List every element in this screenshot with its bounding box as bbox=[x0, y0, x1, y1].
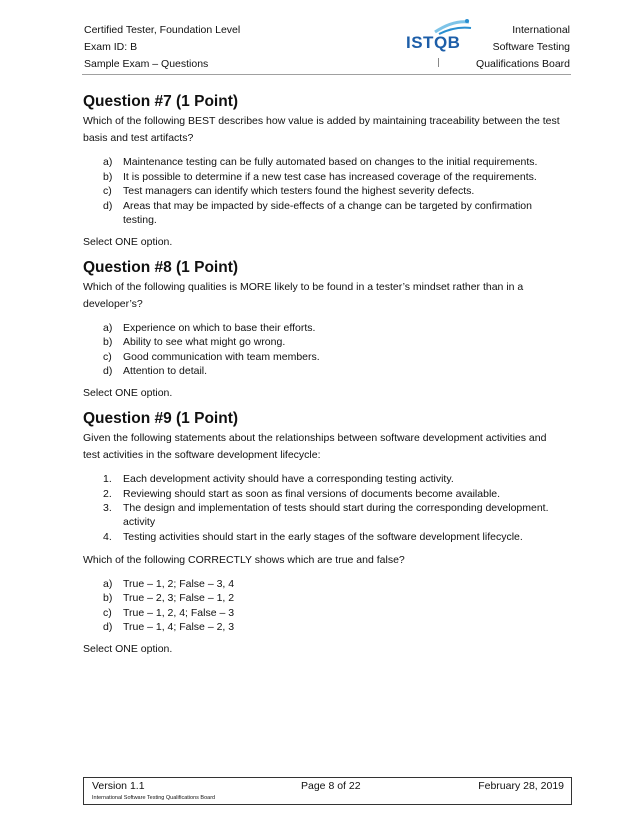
header-left bbox=[84, 22, 240, 73]
option-text: Good communication with team members. bbox=[123, 350, 320, 363]
options-list bbox=[103, 577, 563, 635]
option-d bbox=[103, 364, 563, 378]
option-text: Areas that may be impacted by side-effects of a change can be targeted by confirmation testing. bbox=[123, 199, 532, 226]
options-list bbox=[103, 155, 563, 227]
option-key: a) bbox=[103, 156, 113, 168]
header-divider bbox=[82, 74, 571, 75]
option-key: c) bbox=[103, 350, 112, 363]
option-b bbox=[103, 335, 563, 349]
options-list bbox=[103, 321, 563, 379]
option-key: d) bbox=[103, 621, 113, 633]
statement-text: The design and implementation of tests should start during the corresponding development. activity bbox=[123, 502, 549, 528]
option-text: Attention to detail. bbox=[123, 365, 208, 377]
header-software-testing-line: Software Testing bbox=[492, 41, 570, 53]
option-text: True – 1, 2; False – 3, 4 bbox=[123, 577, 235, 590]
question-prompt: Which of the following CORRECTLY shows which are true and false? bbox=[83, 553, 405, 566]
statement-2 bbox=[103, 487, 563, 501]
question-title: Question #8 (1 Point) bbox=[83, 258, 239, 276]
footer-version: Version 1.1 bbox=[92, 780, 145, 792]
option-key: c) bbox=[103, 606, 112, 619]
header-right bbox=[476, 22, 570, 73]
option-key: a) bbox=[103, 321, 113, 334]
option-d bbox=[103, 199, 563, 227]
option-text: Experience on which to base their efforts. bbox=[123, 321, 316, 334]
question-8 bbox=[83, 259, 563, 401]
option-key: b) bbox=[103, 336, 113, 348]
option-key: b) bbox=[103, 170, 113, 183]
header-exam-id-line: Exam ID: B bbox=[84, 41, 138, 53]
statement-key: 1. bbox=[103, 473, 112, 485]
option-key: b) bbox=[103, 592, 113, 604]
footer-organization: International Software Testing Qualifications Board bbox=[92, 795, 216, 801]
option-text: True – 1, 2, 4; False – 3 bbox=[123, 606, 235, 619]
statements-list bbox=[103, 472, 563, 544]
footer-date: February 28, 2019 bbox=[478, 780, 564, 792]
question-7 bbox=[83, 93, 563, 249]
statement-1 bbox=[103, 472, 563, 486]
question-text: Which of the following qualities is MORE likely to be found in a tester’s mindset rather than in a developer’s? bbox=[83, 280, 524, 310]
option-key: c) bbox=[103, 185, 112, 197]
question-9 bbox=[83, 410, 563, 656]
option-a bbox=[103, 321, 563, 335]
option-a bbox=[103, 155, 563, 169]
statement-key: 4. bbox=[103, 530, 112, 543]
option-d bbox=[103, 620, 563, 634]
questions-content bbox=[83, 93, 563, 666]
header-cert-line: Certified Tester, Foundation Level bbox=[84, 24, 241, 36]
logo-text: ISTQB bbox=[406, 33, 461, 52]
option-key: d) bbox=[103, 365, 113, 377]
option-text: Test managers can identify which testers found the highest severity defects. bbox=[123, 185, 475, 197]
option-key: d) bbox=[103, 199, 113, 212]
option-text: Ability to see what might go wrong. bbox=[123, 336, 286, 348]
select-instruction: Select ONE option. bbox=[83, 235, 173, 248]
select-instruction: Select ONE option. bbox=[83, 643, 173, 655]
question-text: Which of the following BEST describes how value is added by maintaining traceability between the test basis and test artifacts? bbox=[83, 115, 560, 144]
option-c bbox=[103, 184, 563, 198]
statement-key: 3. bbox=[103, 502, 112, 514]
option-text: It is possible to determine if a new test case has increased coverage of the requirements. bbox=[123, 170, 537, 183]
option-text: Maintenance testing can be fully automated based on changes to the initial requirements. bbox=[123, 156, 538, 168]
option-b bbox=[103, 591, 563, 605]
header-sample-line: Sample Exam – Questions bbox=[84, 58, 209, 70]
select-instruction: Select ONE option. bbox=[83, 387, 173, 399]
option-c bbox=[103, 606, 563, 620]
statement-text: Each development activity should have a corresponding testing activity. bbox=[123, 473, 454, 485]
question-title: Question #7 (1 Point) bbox=[83, 93, 239, 110]
option-key: a) bbox=[103, 577, 113, 590]
option-c bbox=[103, 350, 563, 364]
statement-3 bbox=[103, 501, 563, 529]
header-board-line: Qualifications Board bbox=[476, 58, 570, 70]
question-title: Question #9 (1 Point) bbox=[83, 410, 239, 427]
statement-text: Testing activities should start in the early stages of the software development lifecycle. bbox=[123, 530, 523, 543]
statement-text: Reviewing should start as soon as final versions of documents become available. bbox=[123, 487, 501, 500]
option-text: True – 1, 4; False – 2, 3 bbox=[123, 621, 235, 633]
header-international-line: International bbox=[512, 24, 570, 36]
statement-4 bbox=[103, 530, 563, 544]
option-a bbox=[103, 577, 563, 591]
statement-key: 2. bbox=[103, 487, 112, 500]
question-text: Given the following statements about the relationships between software development activities and test activities in the software development lifecycle: bbox=[83, 432, 547, 461]
option-text: True – 2, 3; False – 1, 2 bbox=[123, 592, 235, 604]
option-b bbox=[103, 170, 563, 184]
footer-page-number: Page 8 of 22 bbox=[301, 780, 361, 792]
